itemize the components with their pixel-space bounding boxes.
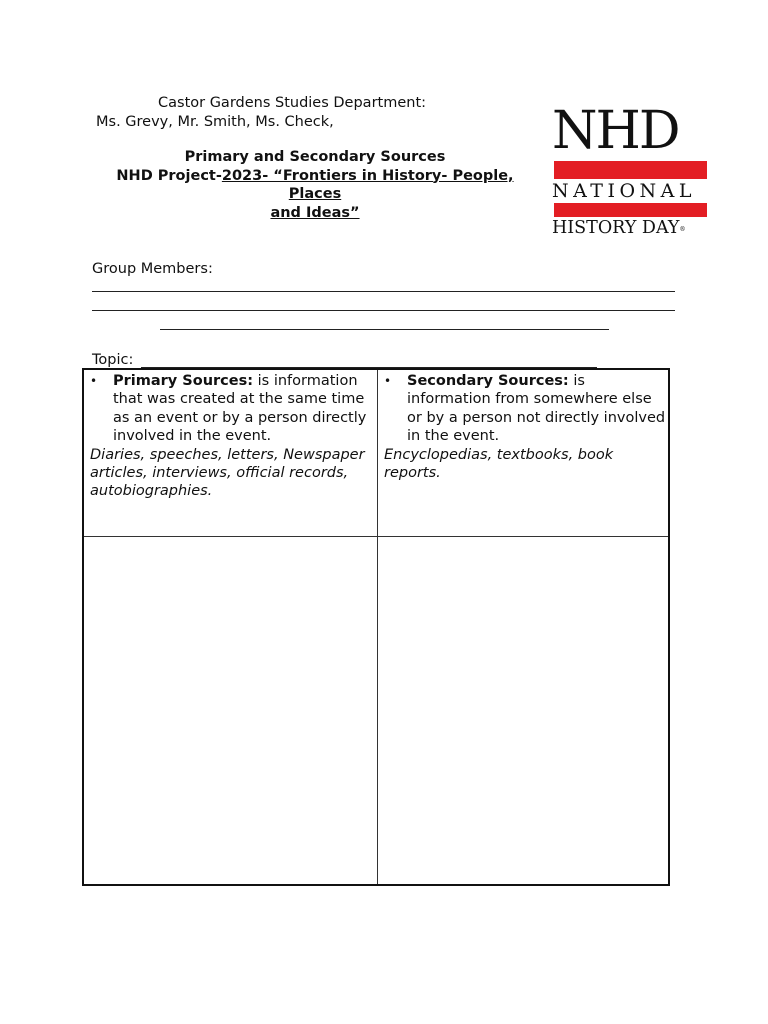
title-line-1: Primary and Secondary Sources	[184, 149, 446, 165]
primary-examples: Diaries, speeches, letters, Newspaper articles, interviews, official records, autobiographies.	[90, 446, 365, 500]
title-project-name-end: and Ideas”	[270, 204, 360, 221]
secondary-examples: Encyclopedias, textbooks, book reports.	[384, 446, 614, 482]
bullet-icon: •	[90, 374, 98, 388]
logo-history-day	[552, 217, 712, 241]
primary-definition	[90, 372, 374, 446]
nhd-logo	[552, 101, 708, 240]
document-title	[100, 148, 530, 222]
title-project-prefix: NHD Project-	[116, 167, 222, 184]
title-project-name: 2023- “Frontiers in History- People, Places	[221, 167, 514, 202]
topic-label: Topic:	[92, 352, 134, 368]
group-member-line-2[interactable]	[92, 310, 675, 311]
primary-definition-text: is information that was created at the same time as an event or by a person directly involved in the event.	[113, 373, 367, 445]
logo-red-bar-bottom	[554, 203, 707, 217]
title-line-2	[100, 167, 530, 204]
secondary-sources-cell	[384, 372, 669, 482]
logo-red-bar-top	[554, 161, 707, 179]
title-line-3	[100, 204, 530, 223]
group-members-label: Group Members:	[92, 261, 213, 277]
primary-notes-area[interactable]	[84, 538, 377, 884]
primary-sources-cell	[90, 372, 374, 501]
secondary-definition-text: is information from somewhere else or by a person not directly involved in the event.	[407, 373, 666, 445]
table-row-divider	[84, 536, 668, 537]
group-member-line-3[interactable]	[160, 329, 609, 330]
logo-registered-mark: ®	[679, 226, 686, 233]
logo-nhd-text: NHD	[552, 101, 679, 161]
bullet-icon: •	[384, 374, 392, 388]
logo-history-day-text: HISTORY DAY	[552, 218, 680, 238]
sources-table	[82, 368, 670, 886]
teachers-line: Ms. Grevy, Mr. Smith, Ms. Check,	[96, 114, 334, 130]
group-member-line-1[interactable]	[92, 291, 675, 292]
logo-national-text: NATIONAL	[552, 180, 697, 202]
secondary-definition	[384, 372, 669, 446]
secondary-term: Secondary Sources:	[407, 373, 569, 389]
primary-term: Primary Sources:	[113, 373, 254, 389]
table-column-divider	[377, 370, 378, 884]
department-line: Castor Gardens Studies Department:	[158, 95, 427, 111]
secondary-notes-area[interactable]	[379, 538, 668, 884]
